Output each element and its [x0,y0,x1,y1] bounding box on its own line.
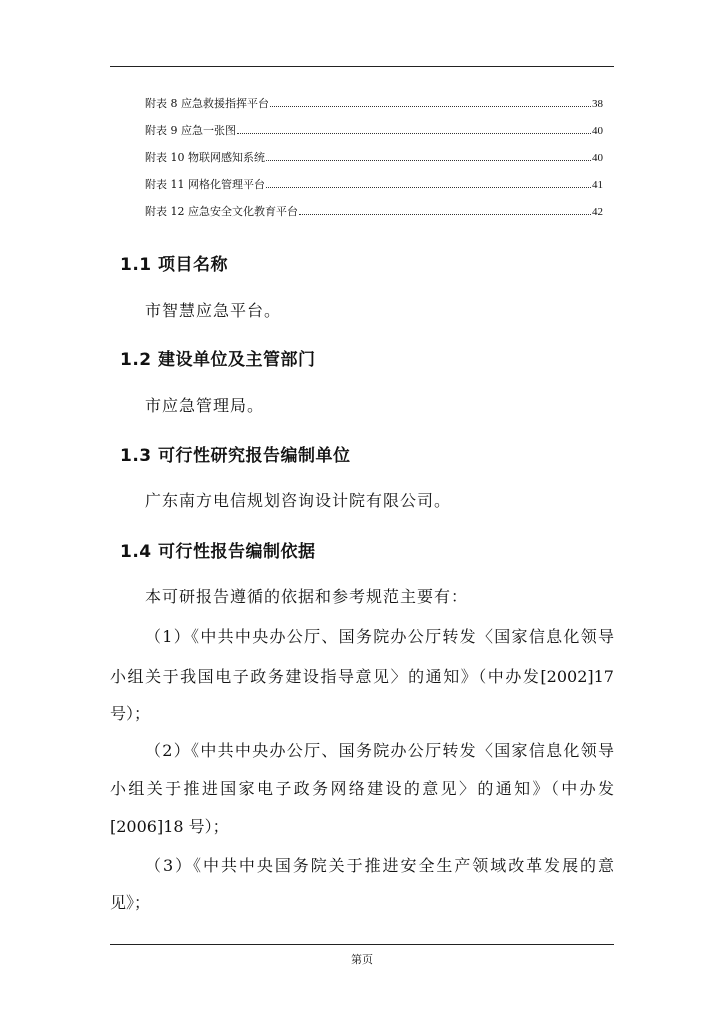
toc-entry-page: 38 [592,98,603,110]
toc-entry[interactable] [145,203,603,230]
toc-entry-label: 附表 12 应急安全文化教育平台 [145,205,298,218]
section-text-report-compiler: 广东南方电信规划咨询设计院有限公司。 [145,491,452,510]
toc-entry-page: 40 [592,125,603,137]
section-heading-report-compiler: 1.3 可行性研究报告编制单位 [120,446,351,466]
basis-item-3-line-2: 见》； [110,893,151,912]
toc-leader-dots [266,187,591,188]
toc-entry-label: 附表 11 网格化管理平台 [145,178,265,191]
toc-entry-label: 附表 8 应急救援指挥平台 [145,97,269,110]
toc-leader-dots [266,160,591,161]
basis-item-1-line-2: 小组关于我国电子政务建设指导意见〉的通知》（中办发[2002]17 [110,667,614,686]
section-heading-project-name: 1.1 项目名称 [120,255,229,275]
section-text-project-name: 市智慧应急平台。 [145,301,282,320]
page-footer: 第页 [351,953,373,966]
table-of-contents [145,95,603,230]
header-rule [110,66,614,67]
toc-entry-label: 附表 10 物联网感知系统 [145,151,265,164]
toc-leader-dots [270,106,591,107]
basis-item-3-line-1: （3）《中共中央国务院关于推进安全生产领域改革发展的意 [145,856,614,875]
toc-leader-dots [237,133,591,134]
toc-entry[interactable] [145,176,603,203]
footer-rule [110,944,614,945]
toc-entry-label: 附表 9 应急一张图 [145,124,236,137]
toc-entry-page: 41 [592,179,603,191]
basis-item-2-line-1: （2）《中共中央办公厅、国务院办公厅转发〈国家信息化领导 [145,741,614,760]
toc-entry-page: 40 [592,152,603,164]
basis-item-2-line-2: 小组关于推进国家电子政务网络建设的意见〉的通知》（中办发 [110,779,614,798]
basis-item-1-line-3: 号）； [110,704,151,723]
toc-entry[interactable] [145,122,603,149]
toc-entry-page: 42 [592,206,603,218]
section-heading-construction-unit: 1.2 建设单位及主管部门 [120,350,316,370]
toc-entry[interactable] [145,149,603,176]
basis-item-2-line-3: [2006]18 号）； [110,817,229,836]
section-heading-compilation-basis: 1.4 可行性报告编制依据 [120,542,316,562]
basis-item-1-line-1: （1）《中共中央办公厅、国务院办公厅转发〈国家信息化领导 [145,627,614,646]
toc-leader-dots [299,214,591,215]
section-text-compilation-basis: 本可研报告遵循的依据和参考规范主要有： [145,587,469,606]
toc-entry[interactable] [145,95,603,122]
section-text-construction-unit: 市应急管理局。 [145,396,265,415]
